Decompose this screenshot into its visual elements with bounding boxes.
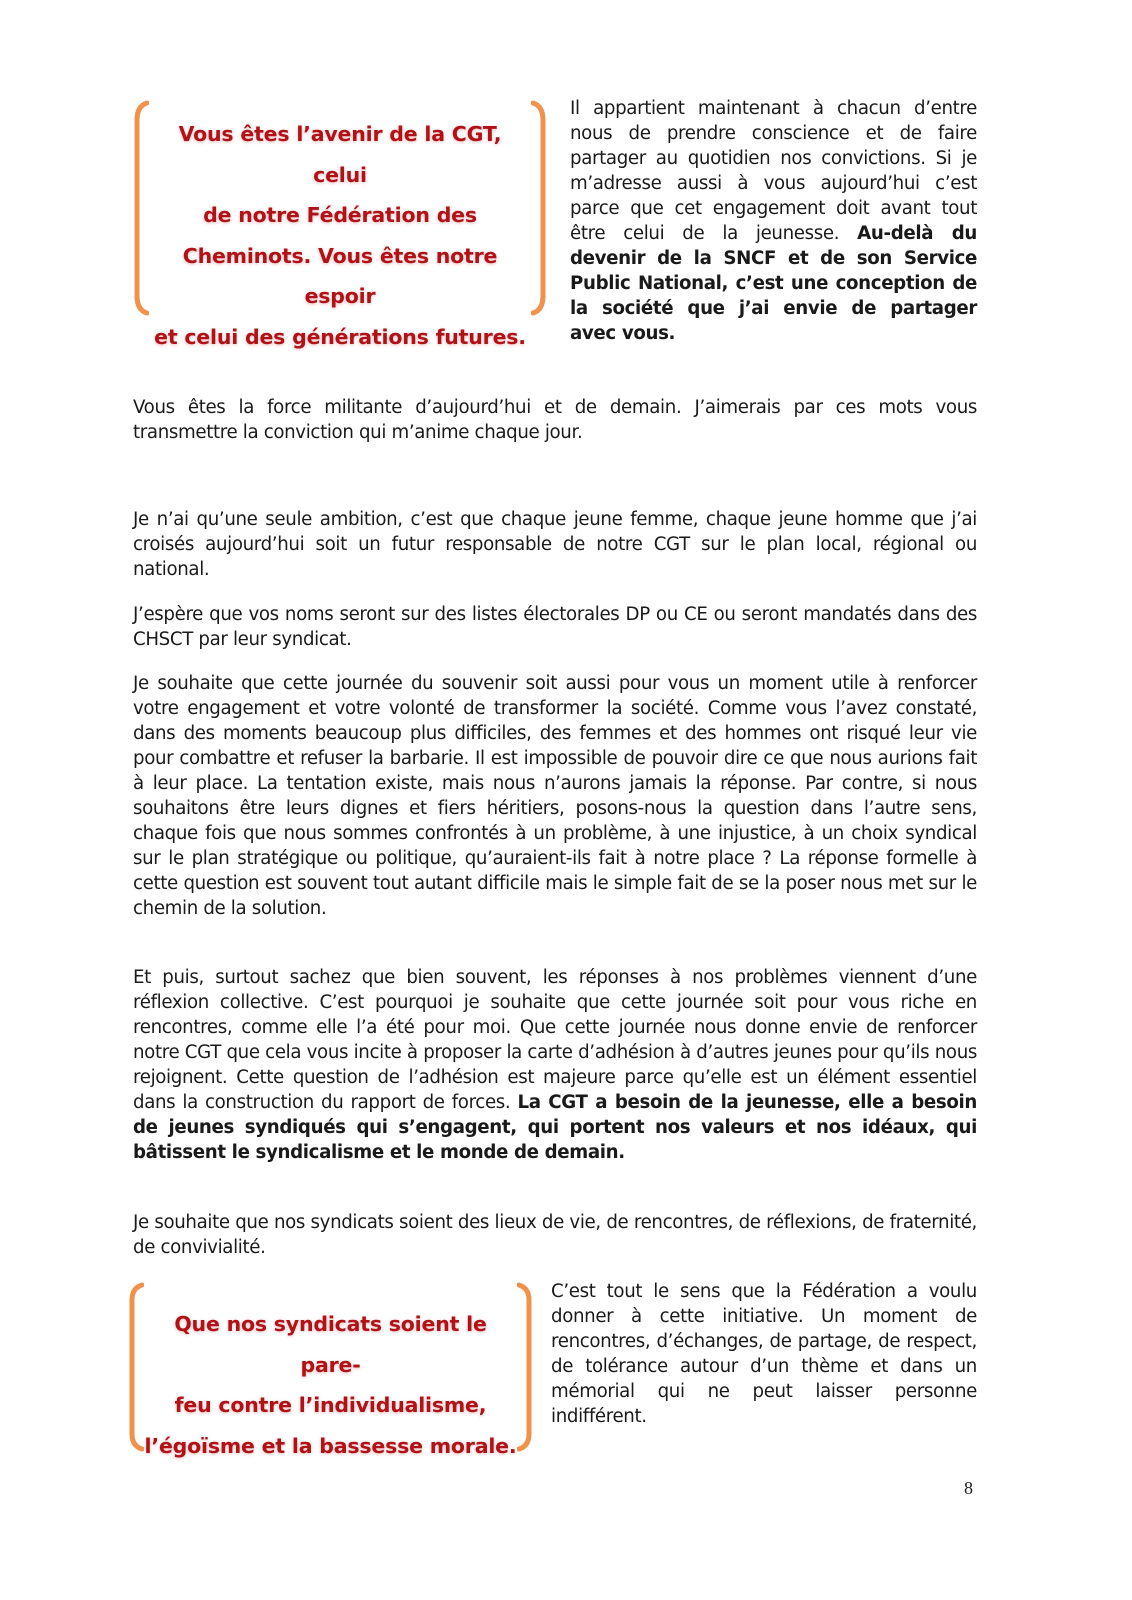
quote-line: de notre Fédération des: [203, 203, 477, 227]
quote-line: et celui des générations futures.: [154, 324, 526, 349]
paragraph-text: Je n’ai qu’une seule ambition, c’est que chaque jeune femme, chaque jeune homme que j’ai croisés aujourd’hui soit un futur responsable de notre CGT sur le plan local, régional ou national.: [133, 509, 977, 580]
paragraph: [133, 1210, 977, 1260]
side-paragraph-bottom: [551, 1279, 977, 1429]
quote-line: l’égoïsme et la bassesse morale.: [144, 1433, 517, 1458]
paragraph-text: Je souhaite que nos syndicats soient des lieux de vie, de rencontres, de réflexions, de fraternité, de convivialité.: [133, 1212, 977, 1258]
paragraph: [133, 671, 977, 921]
quote-line: Que nos syndicats soient le pare-: [174, 1312, 487, 1377]
paragraph: [133, 507, 977, 582]
right-bracket-icon: [517, 1282, 533, 1452]
side-paragraph-top-plain: Il appartient maintenant à chacun d’entre nous de prendre conscience et de faire partager au quotidien nos convictions. Si je m’adresse aussi à vous aujourd’hui c’est parce que cet engagement doit avant tout être celui de la jeunesse.: [570, 98, 977, 244]
paragraph-text: Vous êtes la force militante d’aujourd’hui et de demain. J’aimerais par ces mots vous transmettre la conviction qui m’anime chaque jour.: [133, 397, 977, 443]
quote-line: feu contre l’individualisme,: [174, 1393, 487, 1417]
quote-line: Vous êtes l’avenir de la CGT, celui: [178, 122, 502, 187]
paragraph-text: Je souhaite que cette journée du souvenir soit aussi pour vous un moment utile à renforcer votre engagement et votre volonté de transformer la société. Comme vous l’avez constaté, dans des moments beaucoup plus difficiles, des femmes et des hommes ont risqué leur vie pour combattre et refuser la barbarie. Il est impossible de pouvoir dire ce que nous aurions fait à leur place. La tentation existe, mais nous n’aurons jamais la réponse. Par contre, si nous souhaitons être leurs dignes et fiers héritiers, posons-nous la question dans l’autre sens, chaque fois que nous sommes confrontés à un problème, à une injustice, à un choix syndical sur le plan stratégique ou politique, qu’auraient-ils fait à notre place ? La réponse formelle à cette question est souvent tout autant difficile mais le simple fait de se la poser nous met sur le chemin de la solution.: [133, 673, 977, 919]
paragraph: [133, 395, 977, 445]
side-paragraph-top: [570, 96, 977, 346]
page-number: 8: [964, 1478, 973, 1498]
left-bracket-icon: [128, 1282, 144, 1452]
paragraph-bold-text: La CGT a besoin de la jeunesse, elle a besoin de jeunes syndiqués qui s’engagent, qui portent nos valeurs et nos idéaux, qui bâtissent le syndicalisme et le monde de demain.: [133, 1092, 977, 1163]
right-bracket-icon: [531, 100, 547, 316]
pull-quote-bottom-text: [144, 1304, 517, 1466]
left-bracket-icon: [133, 100, 149, 316]
side-paragraph-top-bold: Au-delà du devenir de la SNCF et de son Service Public National, c’est une conception de la société que j’ai envie de partager avec vous.: [570, 223, 977, 344]
quote-line: Cheminots. Vous êtes notre espoir: [182, 243, 498, 308]
paragraph-text: Et puis, surtout sachez que bien souvent, les réponses à nos problèmes viennent d’une réflexion collective. C’est pourquoi je souhaite que cette journée soit pour vous riche en rencontres, comme elle l’a été pour moi. Que cette journée nous donne envie de renforcer notre CGT que cela vous incite à proposer la carte d’adhésion à d’autres jeunes pour qu’ils nous rejoignent. Cette question de l’adhésion est majeure parce qu’elle est un élément essentiel dans la construction du rapport de forces.: [133, 967, 977, 1113]
paragraph-text: J’espère que vos noms seront sur des listes électorales DP ou CE ou seront mandatés dans des CHSCT par leur syndicat.: [133, 604, 977, 650]
pull-quote-top: [133, 100, 547, 349]
side-paragraph-bottom-text: C’est tout le sens que la Fédération a voulu donner à cette initiative. Un moment de rencontres, d’échanges, de partage, de respect, de tolérance autour d’un thème et dans un mémorial qui ne peut laisser personne indifférent.: [551, 1281, 977, 1427]
pull-quote-top-text: [149, 114, 531, 357]
paragraph: [133, 965, 977, 1165]
pull-quote-bottom: [128, 1282, 533, 1458]
paragraph: [133, 602, 977, 652]
